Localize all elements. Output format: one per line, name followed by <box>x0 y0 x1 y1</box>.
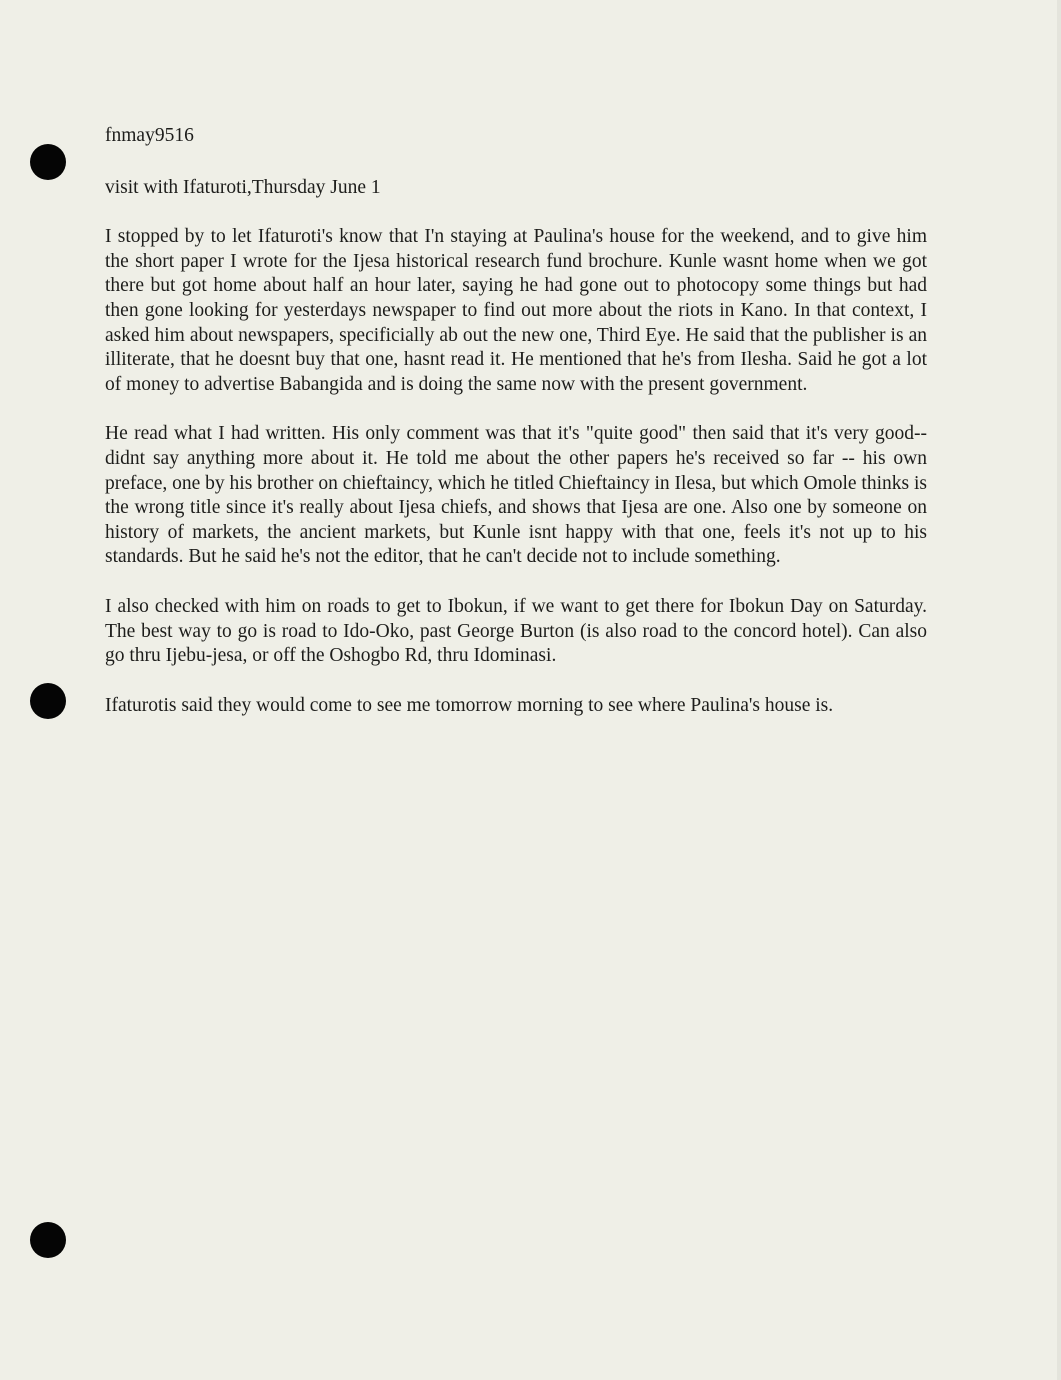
page-edge <box>1057 0 1061 1380</box>
paragraph-1: I stopped by to let Ifaturoti's know that I'n staying at Paulina's house for the weekend, and to give him the short paper I wrote for the Ijesa historical research fund brochure. Kunle wasnt home when we got there but got home about half an hour later, saying he had gone out to photocopy some things but had then gone looking for yesterdays newspaper to find out more about the riots in Kano. In that context, I asked him about newspapers, specificially ab out the new one, Third Eye. He said that the publisher is an illiterate, that he doesnt buy that one, hasnt read it. He mentioned that he's from Ilesha. Said he got a lot of money to advertise Babangida and is doing the same now with the present government. <box>105 226 927 395</box>
paragraph-3: I also checked with him on roads to get to Ibokun, if we want to get there for Ibokun Day on Saturday. The best way to go is road to Ido-Oko, past George Burton (is also road to the concord hotel). Can also go thru Ijebu-jesa, or off the Oshogbo Rd, thru Idominasi. <box>105 595 927 667</box>
binder-hole-top <box>30 144 66 180</box>
paragraph-4: Ifaturotis said they would come to see me tomorrow morning to see where Paulina's house is. <box>105 694 834 716</box>
binder-hole-middle <box>30 683 66 719</box>
document-body <box>105 120 927 718</box>
document-subject: visit with Ifaturoti,Thursday June 1 <box>105 176 381 198</box>
binder-hole-bottom <box>30 1222 66 1258</box>
paragraph-2: He read what I had written. His only comment was that it's "quite good" then said that it's very good-- didnt say anything more about it. He told me about the other papers he's received so far -- his own preface, one by his brother on chieftaincy, which he titled Chieftaincy in Ilesa, but which Omole thinks is the wrong title since it's really about Ijesa chiefs, and shows that Ijesa are one. Also one by someone on history of markets, the ancient markets, but Kunle isnt happy with that one, feels it's not up to his standards. But he said he's not the editor, that he can't decide not to include something. <box>105 423 927 568</box>
document-id: fnmay9516 <box>105 125 194 146</box>
